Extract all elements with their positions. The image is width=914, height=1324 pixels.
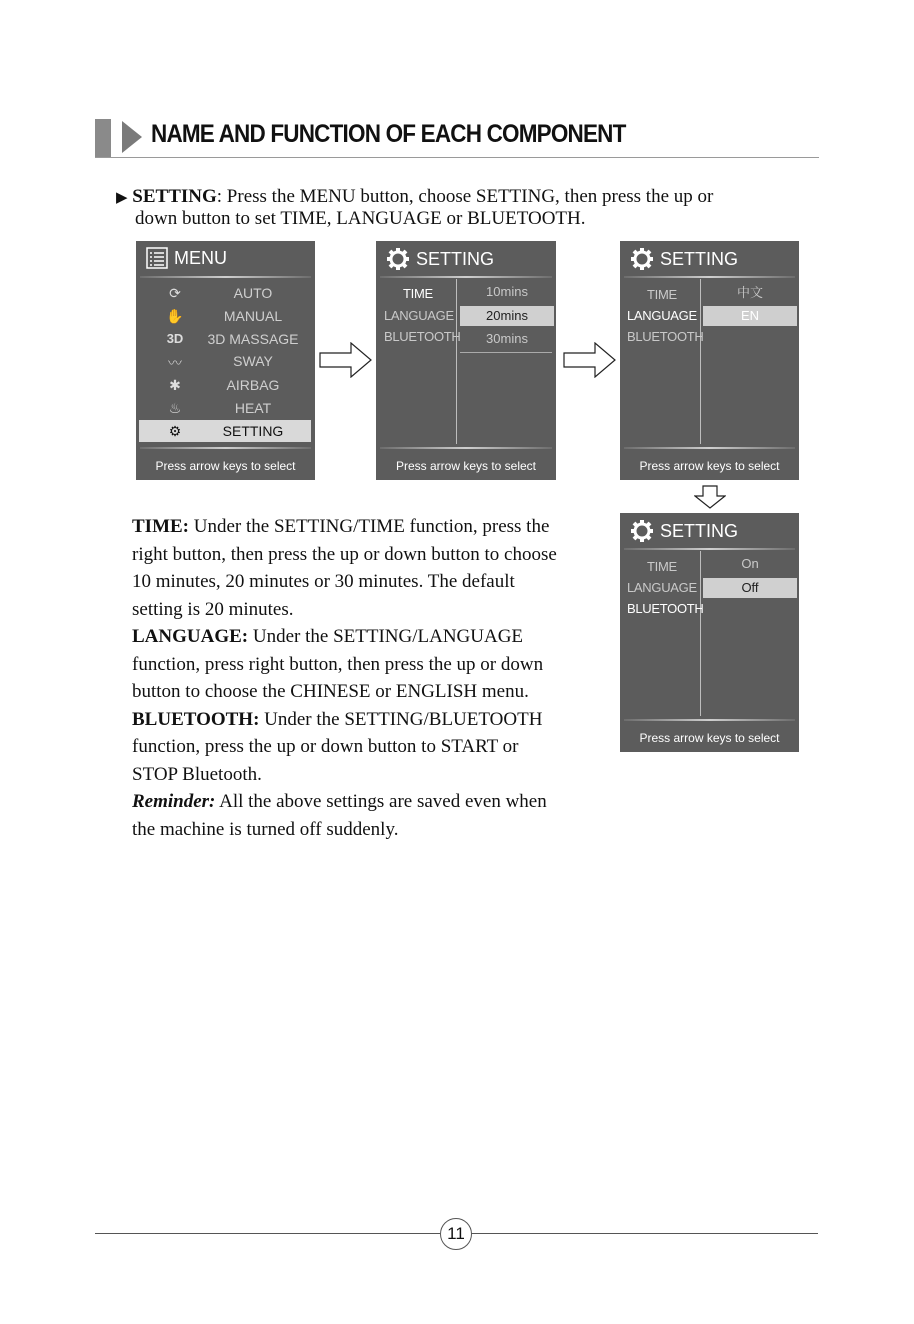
menu-item-heat[interactable]: [139, 397, 311, 419]
setting-footer-hint: Press arrow keys to select: [639, 459, 780, 473]
language-option-en[interactable]: EN: [703, 306, 797, 326]
setting-title-divider: [380, 276, 552, 278]
gear-icon: [630, 519, 654, 543]
setting-label-bluetooth[interactable]: BLUETOOTH: [627, 601, 704, 616]
menu-title-divider: [140, 276, 311, 278]
menu-item-label: SWAY: [233, 353, 273, 369]
language-heading: LANGUAGE:: [132, 626, 249, 647]
3d-icon: 3D: [166, 331, 184, 346]
gear-icon: [630, 247, 654, 271]
menu-item-label: 3D MASSAGE: [207, 331, 299, 347]
menu-item-auto[interactable]: [139, 282, 311, 304]
down-arrow-icon: [694, 485, 726, 509]
page-title: NAME AND FUNCTION OF EACH COMPONENT: [151, 120, 626, 148]
menu-footer-divider: [140, 447, 311, 449]
right-arrow-icon: [319, 342, 373, 378]
setting-label-language[interactable]: LANGUAGE: [384, 308, 454, 323]
menu-title-text: MENU: [174, 247, 227, 268]
menu-item-label: HEAT: [234, 400, 272, 416]
footer-line-right: [471, 1233, 818, 1234]
intro-heading: SETTING: [132, 186, 217, 207]
setting-label-language[interactable]: LANGUAGE: [627, 308, 697, 323]
setting-footer-divider: [624, 447, 795, 449]
setting-label-bluetooth[interactable]: BLUETOOTH: [384, 329, 461, 344]
settings-description: [132, 513, 562, 843]
bullet-triangle-icon: ▶: [116, 188, 128, 206]
airbag-icon: ✱: [169, 377, 181, 393]
list-icon: [146, 247, 168, 269]
reminder-heading: Reminder:: [132, 791, 216, 812]
language-text: Under the SETTING/LANGUAGE function, press right button, then press the up or down button to choose the CHINESE or ENGLISH menu.: [132, 626, 544, 702]
menu-item-manual[interactable]: [139, 305, 311, 327]
intro-paragraph: [116, 185, 816, 209]
intro-line-2: down button to set TIME, LANGUAGE or BLUETOOTH.: [135, 208, 586, 229]
menu-screen-title: [146, 247, 227, 269]
setting-label-time[interactable]: TIME: [647, 559, 677, 574]
setting-label-time[interactable]: TIME: [647, 287, 677, 302]
column-divider: [700, 551, 701, 716]
intro-line-1: : Press the MENU button, choose SETTING, then press the up or: [216, 186, 714, 207]
setting-label-time[interactable]: TIME: [403, 286, 433, 301]
menu-item-sway[interactable]: [139, 350, 311, 372]
auto-icon: ⟳: [169, 285, 181, 301]
setting-screen-title: [386, 247, 494, 271]
time-text: Under the SETTING/TIME function, press the right button, then press the up or down button to choose 10 minutes, 20 minutes or 30 minutes. The default setting is 20 minutes.: [132, 516, 557, 620]
setting-screen-bluetooth: [620, 513, 799, 752]
setting-footer-divider: [624, 719, 795, 721]
column-divider: [456, 279, 457, 444]
setting-screen-title: [630, 247, 738, 271]
manual-icon: ✋: [166, 308, 184, 324]
bluetooth-option-on[interactable]: On: [741, 556, 759, 571]
sway-icon: 〰: [168, 355, 182, 371]
menu-item-3d-massage[interactable]: [139, 328, 311, 350]
setting-label-bluetooth[interactable]: BLUETOOTH: [627, 329, 704, 344]
gear-icon: [386, 247, 410, 271]
bluetooth-option-off[interactable]: Off: [703, 578, 797, 598]
bluetooth-heading: BLUETOOTH:: [132, 708, 260, 730]
setting-footer-hint: Press arrow keys to select: [639, 731, 780, 745]
menu-item-setting[interactable]: [139, 420, 311, 442]
column-divider: [700, 279, 701, 444]
menu-item-label: MANUAL: [223, 308, 283, 324]
menu-item-label: AUTO: [233, 285, 273, 301]
setting-title-divider: [624, 276, 795, 278]
language-paragraph: [132, 623, 562, 706]
reminder-text: All the above settings are saved even when the machine is turned off suddenly.: [132, 791, 547, 840]
header-triangle-icon: [122, 121, 142, 153]
setting-screen-language: [620, 241, 799, 480]
time-option-10mins[interactable]: 10mins: [486, 284, 528, 299]
heat-icon: ♨: [168, 400, 182, 416]
header-bar-decoration: [95, 119, 111, 157]
reminder-paragraph: [132, 788, 562, 843]
bluetooth-text: Under the SETTING/BLUETOOTH function, press the up or down button to START or STOP Bluetooth.: [132, 708, 543, 785]
setting-screen-time: [376, 241, 556, 480]
menu-screen: [136, 241, 315, 480]
setting-title-text: SETTING: [416, 248, 495, 269]
setting-footer-divider: [380, 447, 552, 449]
time-option-30mins[interactable]: 30mins: [486, 331, 528, 346]
menu-item-airbag[interactable]: [139, 374, 311, 396]
header-divider: [95, 157, 819, 158]
page-number: 11: [440, 1218, 472, 1250]
setting-title-divider: [624, 548, 795, 550]
right-arrow-icon: [563, 342, 617, 378]
value-divider: [460, 352, 552, 353]
language-option-chinese[interactable]: 中文: [736, 285, 763, 300]
menu-item-label: SETTING: [222, 423, 284, 439]
menu-footer-hint: Press arrow keys to select: [155, 459, 296, 473]
setting-title-text: SETTING: [660, 520, 739, 541]
setting-title-text: SETTING: [660, 248, 739, 269]
setting-label-language[interactable]: LANGUAGE: [627, 580, 697, 595]
setting-footer-hint: Press arrow keys to select: [395, 459, 537, 473]
time-heading: TIME:: [132, 516, 189, 537]
footer-line-left: [95, 1233, 440, 1234]
setting-screen-title: [630, 519, 738, 543]
time-option-20mins[interactable]: 20mins: [460, 306, 554, 326]
gear-icon: ⚙: [168, 423, 182, 439]
bluetooth-paragraph: [132, 706, 562, 789]
menu-item-label: AIRBAG: [226, 377, 280, 393]
time-paragraph: [132, 513, 562, 623]
